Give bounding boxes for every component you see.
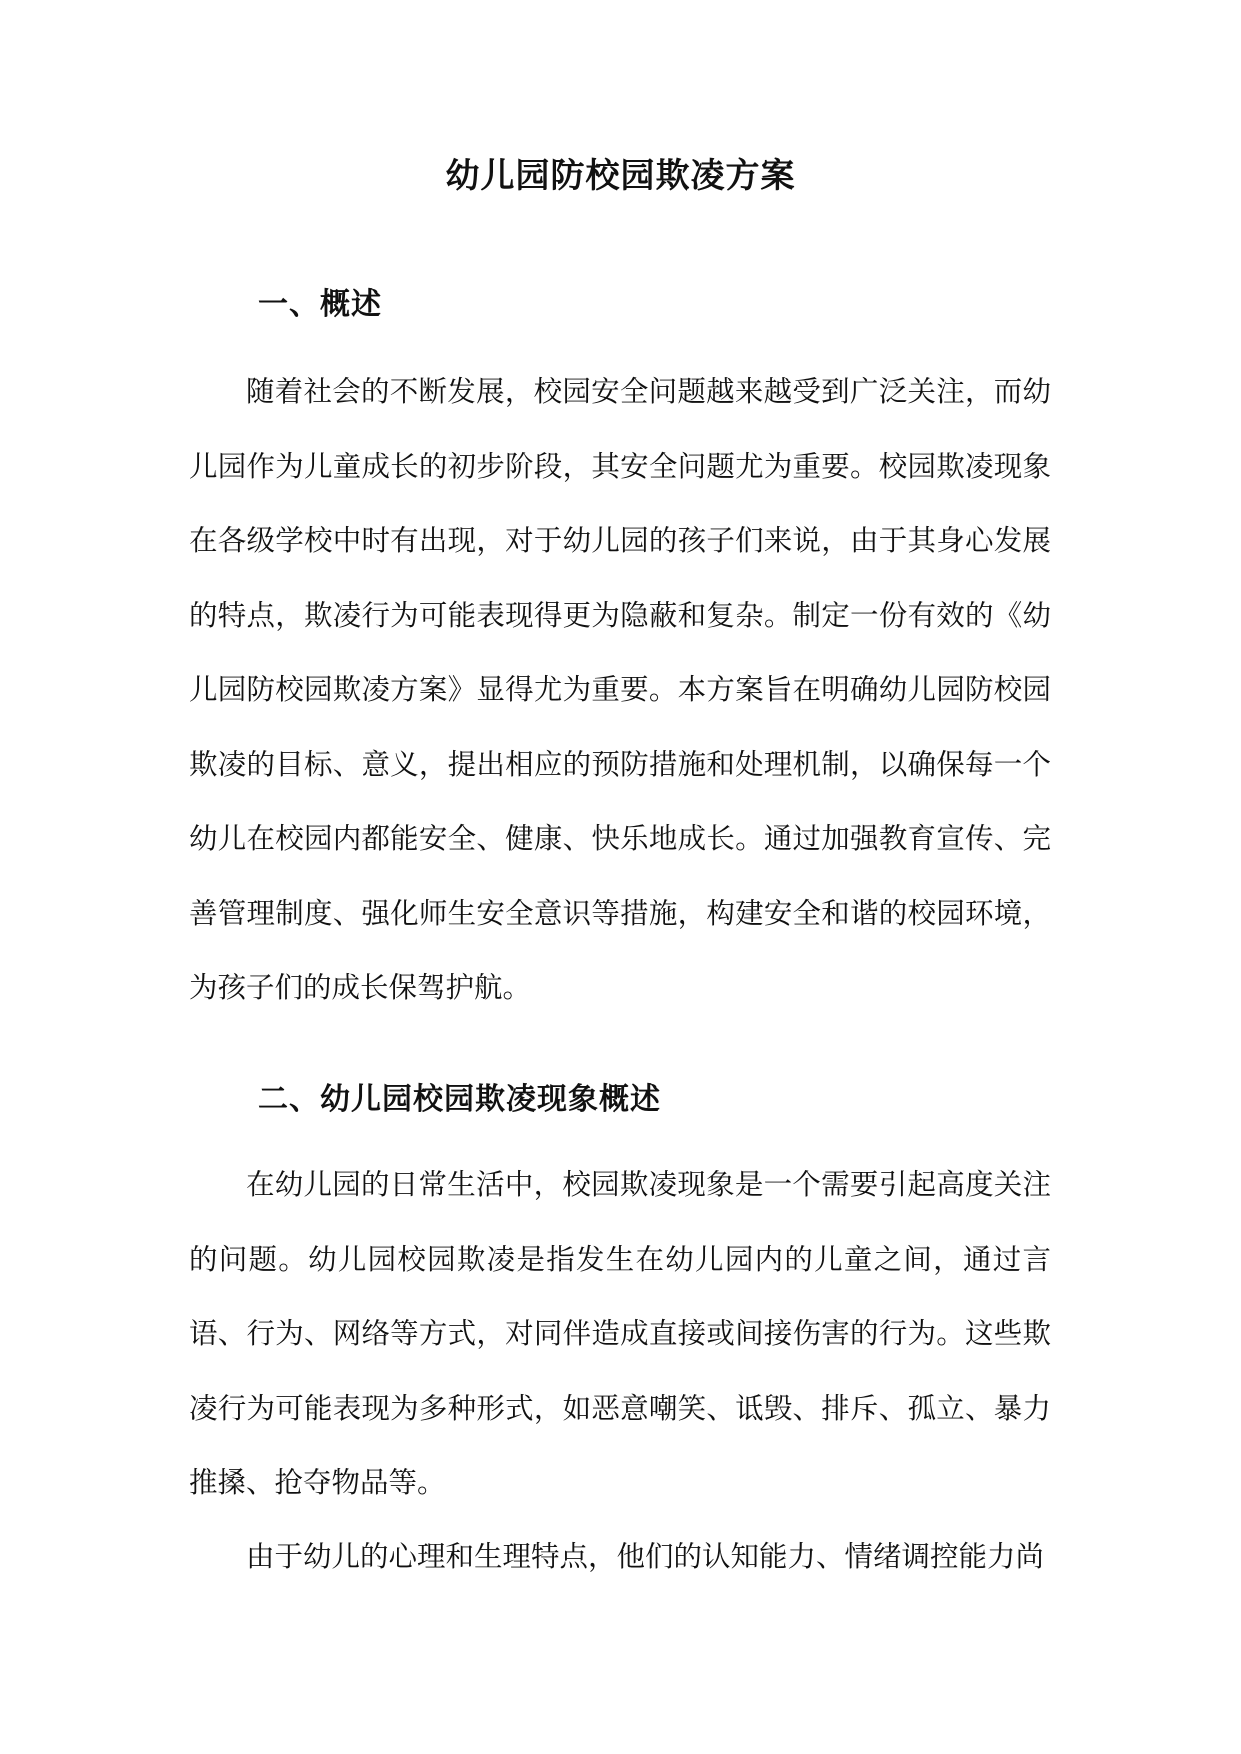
section-heading-overview: 一、概述: [258, 287, 382, 322]
overview-paragraph: 随着社会的不断发展，校园安全问题越来越受到广泛关注，而幼儿园作为儿童成长的初步阶段，其安全问题尤为重要。校园欺凌现象在各级学校中时有出现，对于幼儿园的孩子们来说，由于其身心发展的特点，欺凌行为可能表现得更为隐蔽和复杂。制定一份有效的《幼儿园防校园欺凌方案》显得尤为重要。本方案旨在明确幼儿园防校园欺凌的目标、意义，提出相应的预防措施和处理机制，以确保每一个幼儿在校园内都能安全、健康、快乐地成长。通过加强教育宣传、完善管理制度、强化师生安全意识等措施，构建安全和谐的校园环境，为孩子们的成长保驾护航。: [189, 375, 1051, 1004]
bullying-overview-paragraph-2: 由于幼儿的心理和生理特点，他们的认知能力、情绪调控能力尚: [246, 1540, 1045, 1573]
bullying-overview-paragraph-1: 在幼儿园的日常生活中，校园欺凌现象是一个需要引起高度关注的问题。幼儿园校园欺凌是指发生在幼儿园内的儿童之间，通过言语、行为、网络等方式，对同伴造成直接或间接伤害的行为。这些欺凌行为可能表现为多种形式，如恶意嘲笑、诋毁、排斥、孤立、暴力推搡、抢夺物品等。: [189, 1168, 1051, 1499]
section-heading-bullying-overview: 二、幼儿园校园欺凌现象概述: [258, 1082, 661, 1117]
document-title: 幼儿园防校园欺凌方案: [445, 156, 796, 196]
